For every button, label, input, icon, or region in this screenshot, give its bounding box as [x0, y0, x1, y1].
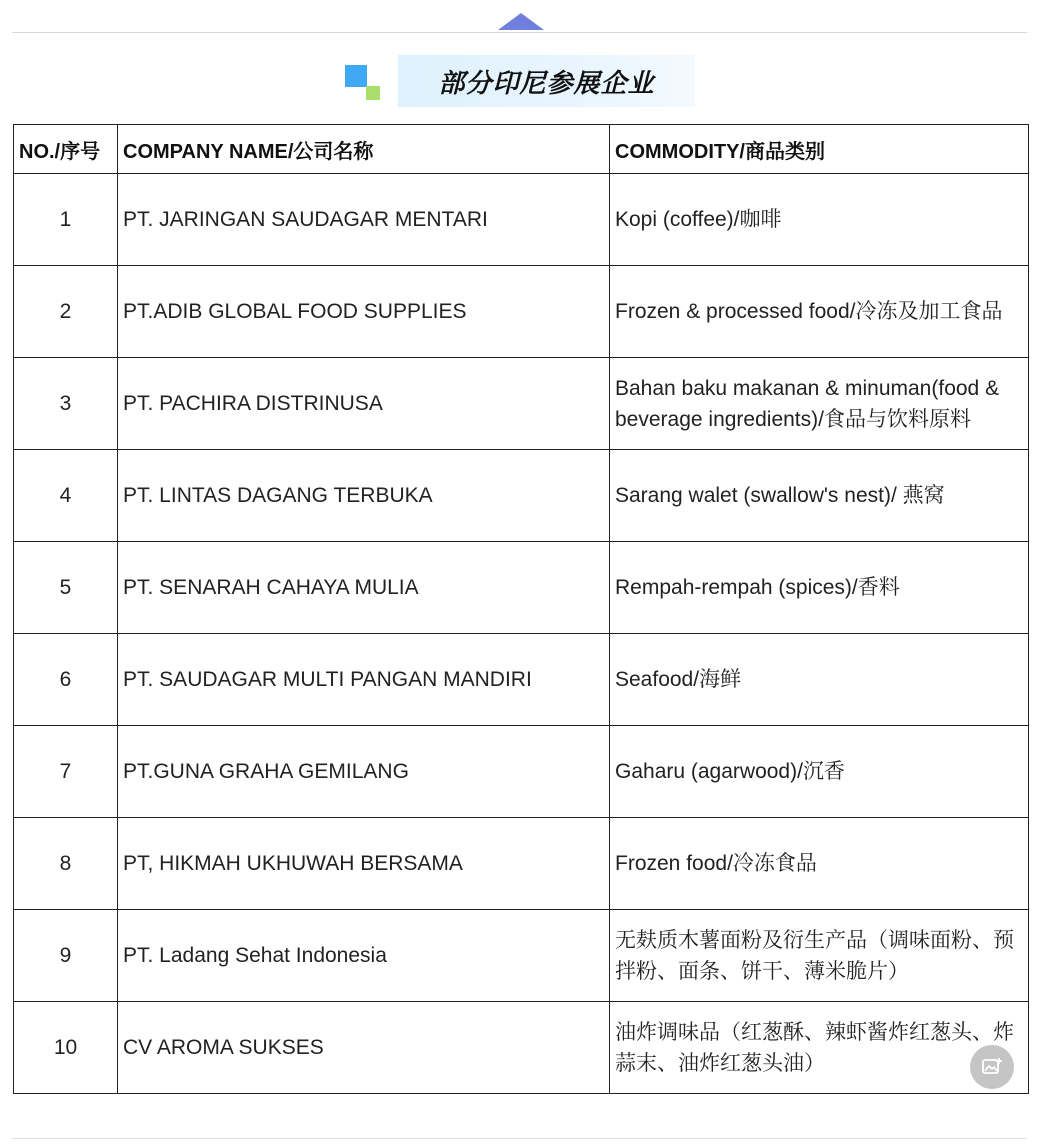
- bottom-divider: [12, 1138, 1027, 1139]
- commodity: Seafood/海鲜: [610, 634, 1029, 726]
- row-number: 7: [14, 726, 118, 818]
- section-title: [345, 55, 697, 107]
- title-square-green: [366, 86, 380, 100]
- company-name: PT, HIKMAH UKHUWAH BERSAMA: [118, 818, 610, 910]
- header-no: NO./序号: [14, 125, 118, 174]
- page-title: 部分印尼参展企业: [438, 67, 655, 98]
- image-edit-button[interactable]: [970, 1045, 1014, 1089]
- table-row: [14, 726, 1029, 818]
- company-name: CV AROMA SUKSES: [118, 1002, 610, 1094]
- company-name: PT. SENARAH CAHAYA MULIA: [118, 542, 610, 634]
- company-name: PT.GUNA GRAHA GEMILANG: [118, 726, 610, 818]
- row-number: 1: [14, 174, 118, 266]
- table-row: [14, 1002, 1029, 1094]
- table-row: [14, 818, 1029, 910]
- row-number: 9: [14, 910, 118, 1002]
- company-name: PT. PACHIRA DISTRINUSA: [118, 358, 610, 450]
- company-name: PT. LINTAS DAGANG TERBUKA: [118, 450, 610, 542]
- row-number: 3: [14, 358, 118, 450]
- row-number: 2: [14, 266, 118, 358]
- row-number: 6: [14, 634, 118, 726]
- exhibitor-table: [13, 124, 1029, 1094]
- commodity: Frozen food/冷冻食品: [610, 818, 1029, 910]
- commodity: 油炸调味品（红葱酥、辣虾酱炸红葱头、炸蒜末、油炸红葱头油）: [610, 1002, 1029, 1094]
- top-divider: [12, 32, 1027, 33]
- table-row: [14, 542, 1029, 634]
- commodity: Frozen & processed food/冷冻及加工食品: [610, 266, 1029, 358]
- table-row: [14, 174, 1029, 266]
- table-row: [14, 634, 1029, 726]
- table-row: [14, 910, 1029, 1002]
- table-header-row: [14, 125, 1029, 174]
- top-triangle-marker: [498, 13, 544, 30]
- title-banner: [398, 55, 695, 107]
- header-commodity: COMMODITY/商品类别: [610, 125, 1029, 174]
- table-row: [14, 358, 1029, 450]
- row-number: 8: [14, 818, 118, 910]
- image-edit-icon: [981, 1056, 1003, 1078]
- commodity: Sarang walet (swallow's nest)/ 燕窝: [610, 450, 1029, 542]
- title-square-blue: [345, 65, 367, 87]
- commodity: Rempah-rempah (spices)/香料: [610, 542, 1029, 634]
- row-number: 4: [14, 450, 118, 542]
- header-company: COMPANY NAME/公司名称: [118, 125, 610, 174]
- row-number: 10: [14, 1002, 118, 1094]
- company-name: PT. JARINGAN SAUDAGAR MENTARI: [118, 174, 610, 266]
- commodity: Kopi (coffee)/咖啡: [610, 174, 1029, 266]
- company-name: PT.ADIB GLOBAL FOOD SUPPLIES: [118, 266, 610, 358]
- company-name: PT. Ladang Sehat Indonesia: [118, 910, 610, 1002]
- commodity: 无麸质木薯面粉及衍生产品（调味面粉、预拌粉、面条、饼干、薄米脆片）: [610, 910, 1029, 1002]
- row-number: 5: [14, 542, 118, 634]
- table-row: [14, 450, 1029, 542]
- commodity: Gaharu (agarwood)/沉香: [610, 726, 1029, 818]
- table-row: [14, 266, 1029, 358]
- company-name: PT. SAUDAGAR MULTI PANGAN MANDIRI: [118, 634, 610, 726]
- commodity: Bahan baku makanan & minuman(food & beverage ingredients)/食品与饮料原料: [610, 358, 1029, 450]
